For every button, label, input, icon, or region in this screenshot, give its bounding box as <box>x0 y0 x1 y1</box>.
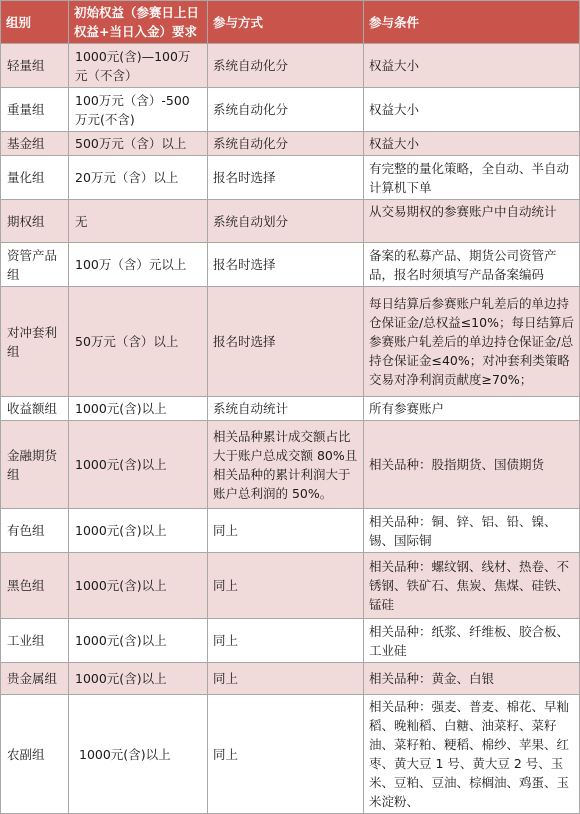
cell-group: 工业组 <box>1 619 69 663</box>
table-row <box>1 421 580 509</box>
header-initial-equity: 初始权益（参赛日上日权益+当日入金）要求 <box>69 1 208 44</box>
cell-condition: 所有参赛账户 <box>364 397 580 421</box>
cell-group: 期权组 <box>1 200 69 243</box>
cell-method: 同上 <box>208 695 364 814</box>
table-row <box>1 695 580 814</box>
cell-condition: 相关品种：黄金、白银 <box>364 663 580 695</box>
table-row <box>1 397 580 421</box>
cell-group: 量化组 <box>1 156 69 200</box>
cell-method: 系统自动化分 <box>208 44 364 88</box>
cell-equity: 1000元(含)以上 <box>69 553 208 619</box>
cell-condition: 备案的私募产品、期货公司资管产品，报名时须填写产品备案编码 <box>364 243 580 287</box>
cell-equity: 1000元(含)—100万元（不含） <box>69 44 208 88</box>
table-row <box>1 243 580 287</box>
cell-equity: 1000元(含)以上 <box>69 509 208 553</box>
cell-condition: 权益大小 <box>364 44 580 88</box>
cell-condition: 相关品种：纸浆、纤维板、胶合板、工业硅 <box>364 619 580 663</box>
cell-equity: 100万（含）元以上 <box>69 243 208 287</box>
header-participation-method: 参与方式 <box>208 1 364 44</box>
cell-method: 系统自动化分 <box>208 132 364 156</box>
table-row <box>1 619 580 663</box>
cell-condition: 从交易期权的参赛账户中自动统计 <box>364 200 580 243</box>
cell-condition: 权益大小 <box>364 132 580 156</box>
header-participation-condition: 参与条件 <box>364 1 580 44</box>
cell-equity: 20万元（含）以上 <box>69 156 208 200</box>
table-row <box>1 156 580 200</box>
table-row <box>1 663 580 695</box>
table-row <box>1 132 580 156</box>
cell-condition: 相关品种：螺纹钢、线材、热卷、不锈钢、铁矿石、焦炭、焦煤、硅铁、锰硅 <box>364 553 580 619</box>
cell-equity: 无 <box>69 200 208 243</box>
cell-group: 基金组 <box>1 132 69 156</box>
cell-condition: 每日结算后参赛账户轧差后的单边持仓保证金/总权益≤10%；每日结算后参赛账户轧差后的单边持仓保证金/总持仓保证金≤40%；对冲套利类策略交易对净利润贡献度≥70%； <box>364 287 580 397</box>
cell-equity: 50万元（含）以上 <box>69 287 208 397</box>
table-header-row <box>1 1 580 44</box>
cell-condition: 相关品种：铜、锌、铝、铅、镍、锡、国际铜 <box>364 509 580 553</box>
table-row <box>1 287 580 397</box>
cell-group: 金融期货组 <box>1 421 69 509</box>
cell-method: 报名时选择 <box>208 156 364 200</box>
cell-equity: 500万元（含）以上 <box>69 132 208 156</box>
cell-group: 资管产品组 <box>1 243 69 287</box>
cell-group: 黑色组 <box>1 553 69 619</box>
cell-group: 收益额组 <box>1 397 69 421</box>
cell-method: 系统自动划分 <box>208 200 364 243</box>
cell-equity: 1000元(含)以上 <box>69 663 208 695</box>
cell-group: 对冲套利组 <box>1 287 69 397</box>
cell-equity: 1000元(含)以上 <box>69 397 208 421</box>
table-row <box>1 509 580 553</box>
cell-group: 贵金属组 <box>1 663 69 695</box>
cell-condition: 相关品种：强麦、普麦、棉花、早籼稻、晚籼稻、白糖、油菜籽、菜籽油、菜籽粕、粳稻、棉纱、苹果、红枣、黄大豆 1 号、黄大豆 2 号、玉米、豆粕、豆油、棕榈油、鸡蛋、玉米淀粉、 <box>364 695 580 814</box>
cell-method: 同上 <box>208 663 364 695</box>
cell-method: 同上 <box>208 509 364 553</box>
cell-group: 有色组 <box>1 509 69 553</box>
cell-equity: 1000元(含)以上 <box>69 619 208 663</box>
header-group: 组别 <box>1 1 69 44</box>
cell-method: 同上 <box>208 553 364 619</box>
table-row <box>1 88 580 132</box>
cell-method: 系统自动统计 <box>208 397 364 421</box>
cell-equity: 1000元(含)以上 <box>69 695 208 814</box>
cell-group: 重量组 <box>1 88 69 132</box>
cell-method: 报名时选择 <box>208 287 364 397</box>
cell-group: 农副组 <box>1 695 69 814</box>
cell-equity: 100万元（含）-500万元(不含) <box>69 88 208 132</box>
cell-group: 轻量组 <box>1 44 69 88</box>
cell-equity: 1000元(含)以上 <box>69 421 208 509</box>
cell-condition: 相关品种：股指期货、国债期货 <box>364 421 580 509</box>
cell-method: 报名时选择 <box>208 243 364 287</box>
cell-method: 相关品种累计成交额占比大于账户总成交额 80%且相关品种的累计利润大于账户总利润的 50%。 <box>208 421 364 509</box>
table-row <box>1 200 580 243</box>
table-row <box>1 553 580 619</box>
table-row <box>1 44 580 88</box>
cell-method: 系统自动化分 <box>208 88 364 132</box>
cell-condition: 有完整的量化策略，全自动、半自动计算机下单 <box>364 156 580 200</box>
cell-condition: 权益大小 <box>364 88 580 132</box>
cell-method: 同上 <box>208 619 364 663</box>
